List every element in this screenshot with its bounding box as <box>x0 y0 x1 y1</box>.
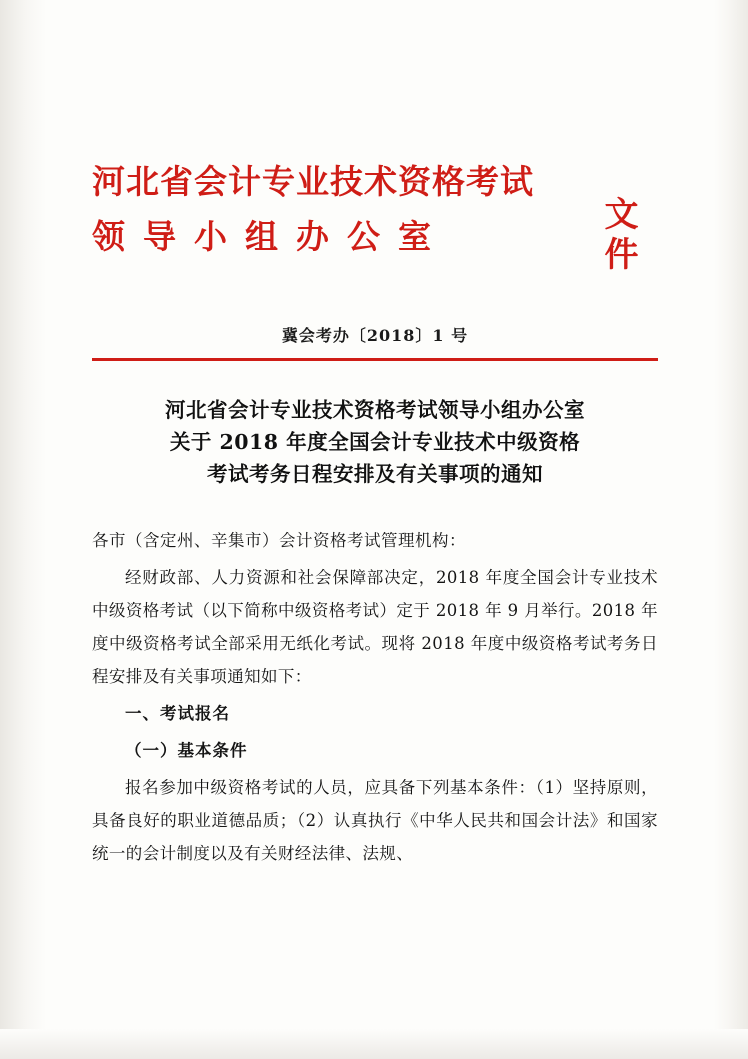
scan-edge-bottom <box>0 1029 748 1059</box>
document-title <box>92 395 658 490</box>
body-paragraph-2: 报名参加中级资格考试的人员，应具备下列基本条件：（1）坚持原则，具备良好的职业道德品质；（2）认真执行《中华人民共和国会计法》和国家统一的会计制度以及有关财经法律、法规、 <box>92 778 658 864</box>
subsection-heading-one: （一）基本条件 <box>125 741 248 761</box>
letterhead-line-1: 河北省会计专业技术资格考试 <box>92 162 534 201</box>
body-paragraph-1: 经财政部、人力资源和社会保障部决定，2018 年度全国会计专业技术中级资格考试（以下简称中级资格考试）定于 2018 年 9 月举行。2018 年度中级资格考试全部采用无纸化考试。现将 2018 年度中级资格考试考务日程安排及有关事项通知如下： <box>92 568 658 687</box>
letterhead-document-word: 文件 <box>604 195 640 276</box>
document-number: 冀会考办〔2018〕1 号 <box>281 326 469 345</box>
title-line-2: 关于 2018 年度全国会计专业技术中级资格 <box>169 429 581 454</box>
salutation: 各市（含定州、辛集市）会计资格考试管理机构： <box>92 531 466 551</box>
scan-edge-left <box>0 0 46 1059</box>
title-line-1: 河北省会计专业技术资格考试领导小组办公室 <box>165 398 585 422</box>
scan-edge-right <box>714 0 748 1059</box>
red-separator-rule <box>92 358 658 361</box>
letterhead-line-2: 领导小组办公室 <box>92 217 449 256</box>
title-line-3: 考试考务日程安排及有关事项的通知 <box>207 461 543 486</box>
letterhead <box>92 162 658 285</box>
document-body <box>92 524 658 870</box>
document-content <box>92 0 658 870</box>
section-heading-one: 一、考试报名 <box>125 704 230 724</box>
